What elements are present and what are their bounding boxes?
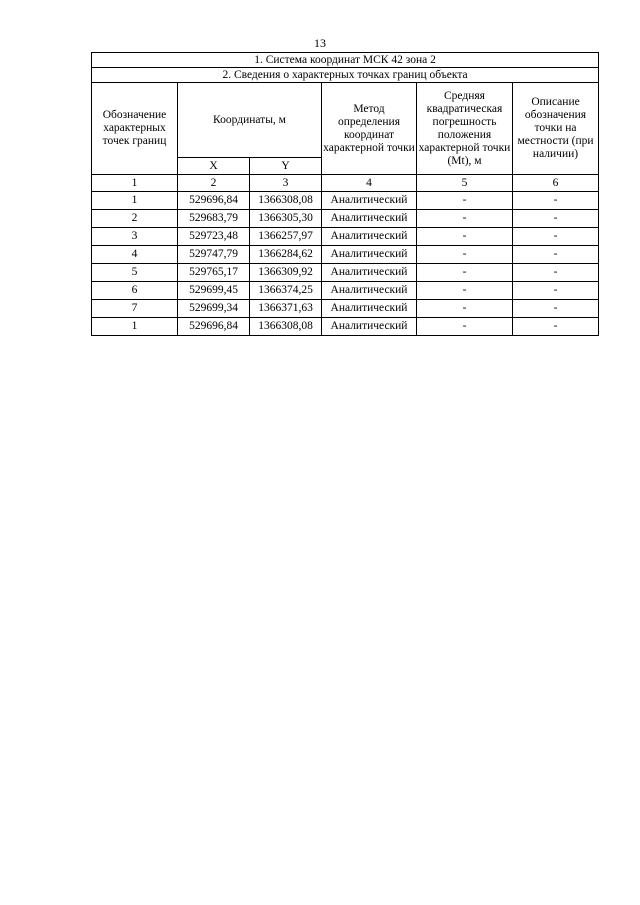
- table-row: [92, 210, 599, 228]
- table-row: [92, 228, 599, 246]
- cell-x: 529765,17: [178, 264, 250, 282]
- cell-y: 1366284,62: [250, 246, 322, 264]
- column-number: 5: [417, 175, 513, 192]
- cell-error: -: [417, 192, 513, 210]
- cell-point: 2: [92, 210, 178, 228]
- column-number: 4: [322, 175, 417, 192]
- header-error: Средняя квадратическая погрешность положения характерной точки (Mt), м: [417, 83, 513, 175]
- page-number: 13: [314, 36, 326, 50]
- cell-point: 6: [92, 282, 178, 300]
- table-title-row: [92, 53, 599, 68]
- cell-description: -: [513, 300, 599, 318]
- column-number: 3: [250, 175, 322, 192]
- header-method: Метод определения координат характерной точки: [322, 83, 417, 175]
- cell-error: -: [417, 210, 513, 228]
- column-number: 2: [178, 175, 250, 192]
- cell-y: 1366374,25: [250, 282, 322, 300]
- cell-description: -: [513, 318, 599, 336]
- cell-x: 529747,79: [178, 246, 250, 264]
- cell-error: -: [417, 246, 513, 264]
- cell-y: 1366309,92: [250, 264, 322, 282]
- cell-y: 1366371,63: [250, 300, 322, 318]
- cell-method: Аналитический: [322, 264, 417, 282]
- cell-y: 1366308,08: [250, 192, 322, 210]
- table-row: [92, 192, 599, 210]
- cell-method: Аналитический: [322, 210, 417, 228]
- cell-error: -: [417, 228, 513, 246]
- cell-description: -: [513, 210, 599, 228]
- cell-error: -: [417, 318, 513, 336]
- cell-error: -: [417, 264, 513, 282]
- header-y: Y: [250, 158, 322, 175]
- cell-method: Аналитический: [322, 228, 417, 246]
- cell-description: -: [513, 228, 599, 246]
- cell-x: 529683,79: [178, 210, 250, 228]
- column-number: 6: [513, 175, 599, 192]
- table-section-row: [92, 68, 599, 83]
- column-numbers-row: [92, 175, 599, 192]
- cell-x: 529699,45: [178, 282, 250, 300]
- cell-y: 1366305,30: [250, 210, 322, 228]
- cell-error: -: [417, 282, 513, 300]
- header-description: Описание обозначения точки на местности (при наличии): [513, 83, 599, 175]
- header-x: X: [178, 158, 250, 175]
- coordinate-system-title: 1. Система координат МСК 42 зона 2: [92, 53, 599, 68]
- cell-description: -: [513, 246, 599, 264]
- cell-x: 529696,84: [178, 318, 250, 336]
- cell-point: 1: [92, 318, 178, 336]
- section-title: 2. Сведения о характерных точках границ объекта: [92, 68, 599, 83]
- cell-method: Аналитический: [322, 246, 417, 264]
- table-row: [92, 282, 599, 300]
- cell-y: 1366257,97: [250, 228, 322, 246]
- cell-description: -: [513, 264, 599, 282]
- cell-method: Аналитический: [322, 282, 417, 300]
- header-point: Обозначение характерных точек границ: [92, 83, 178, 175]
- table-row: [92, 264, 599, 282]
- cell-point: 4: [92, 246, 178, 264]
- cell-x: 529696,84: [178, 192, 250, 210]
- cell-method: Аналитический: [322, 318, 417, 336]
- cell-point: 3: [92, 228, 178, 246]
- cell-point: 7: [92, 300, 178, 318]
- cell-method: Аналитический: [322, 300, 417, 318]
- cell-error: -: [417, 300, 513, 318]
- cell-point: 1: [92, 192, 178, 210]
- cell-method: Аналитический: [322, 192, 417, 210]
- header-coordinates: Координаты, м: [178, 83, 322, 158]
- table-row: [92, 300, 599, 318]
- cell-point: 5: [92, 264, 178, 282]
- table-row: [92, 246, 599, 264]
- column-number: 1: [92, 175, 178, 192]
- cell-description: -: [513, 192, 599, 210]
- boundary-points-table: [91, 52, 599, 336]
- cell-x: 529723,48: [178, 228, 250, 246]
- cell-x: 529699,34: [178, 300, 250, 318]
- header-row: [92, 83, 599, 158]
- cell-y: 1366308,08: [250, 318, 322, 336]
- table-row: [92, 318, 599, 336]
- cell-description: -: [513, 282, 599, 300]
